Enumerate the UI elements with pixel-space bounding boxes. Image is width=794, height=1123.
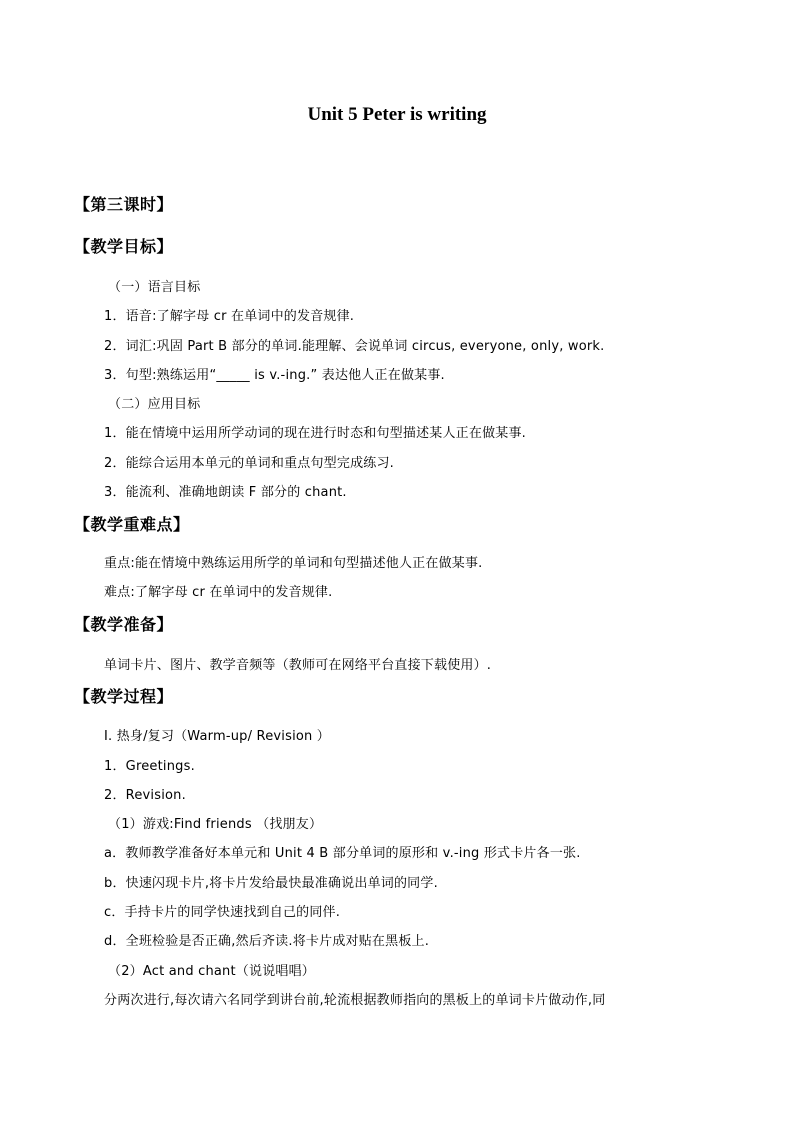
- game-item: a．教师教学准备好本单元和 Unit 4 B 部分单词的原形和 v.-ing 形式卡片各一张.: [104, 846, 581, 861]
- language-goal-item: 3．句型:熟练运用“_____ is v.-ing.” 表达他人正在做某事.: [104, 368, 445, 383]
- section-lesson-heading: 【第三课时】: [74, 195, 174, 214]
- warmup-heading: I. 热身/复习（Warm-up/ Revision ）: [104, 729, 331, 744]
- page-title: Unit 5 Peter is writing: [307, 104, 487, 125]
- section-goals-heading: 【教学目标】: [74, 237, 174, 256]
- language-goal-item: 2．词汇:巩固 Part B 部分的单词.能理解、会说单词 circus, everyone, only, work.: [104, 339, 605, 354]
- application-goal-item: 1．能在情境中运用所学动词的现在进行时态和句型描述某人正在做某事.: [104, 426, 527, 441]
- language-goals-heading: （一）语言目标: [108, 280, 201, 295]
- application-goal-item: 3．能流利、准确地朗读 F 部分的 chant.: [104, 485, 347, 500]
- application-goal-item: 2．能综合运用本单元的单词和重点句型完成练习.: [104, 456, 395, 471]
- game-item: b．快速闪现卡片,将卡片发给最快最准确说出单词的同学.: [104, 876, 438, 891]
- language-goal-item: 1．语音:了解字母 cr 在单词中的发音规律.: [104, 309, 355, 324]
- game-item: d．全班检验是否正确,然后齐读.将卡片成对贴在黑板上.: [104, 934, 430, 949]
- chant-heading: （2）Act and chant（说说唱唱）: [108, 964, 315, 979]
- key-point-difficulty: 难点:了解字母 cr 在单词中的发音规律.: [104, 585, 333, 600]
- game-item: c．手持卡片的同学快速找到自己的同伴.: [104, 905, 341, 920]
- process-step: 1．Greetings.: [104, 759, 195, 774]
- preparation-text: 单词卡片、图片、教学音频等（教师可在网络平台直接下载使用）.: [104, 658, 492, 673]
- section-process-heading: 【教学过程】: [74, 687, 174, 706]
- game-heading: （1）游戏:Find friends （找朋友）: [108, 817, 323, 832]
- section-preparation-heading: 【教学准备】: [74, 615, 174, 634]
- section-key-points-heading: 【教学重难点】: [74, 515, 190, 534]
- chant-text: 分两次进行,每次请六名同学到讲台前,轮流根据教师指向的黑板上的单词卡片做动作,同: [104, 993, 606, 1008]
- application-goals-heading: （二）应用目标: [108, 397, 201, 412]
- key-point-focus: 重点:能在情境中熟练运用所学的单词和句型描述他人正在做某事.: [104, 556, 483, 571]
- process-step: 2．Revision.: [104, 788, 186, 803]
